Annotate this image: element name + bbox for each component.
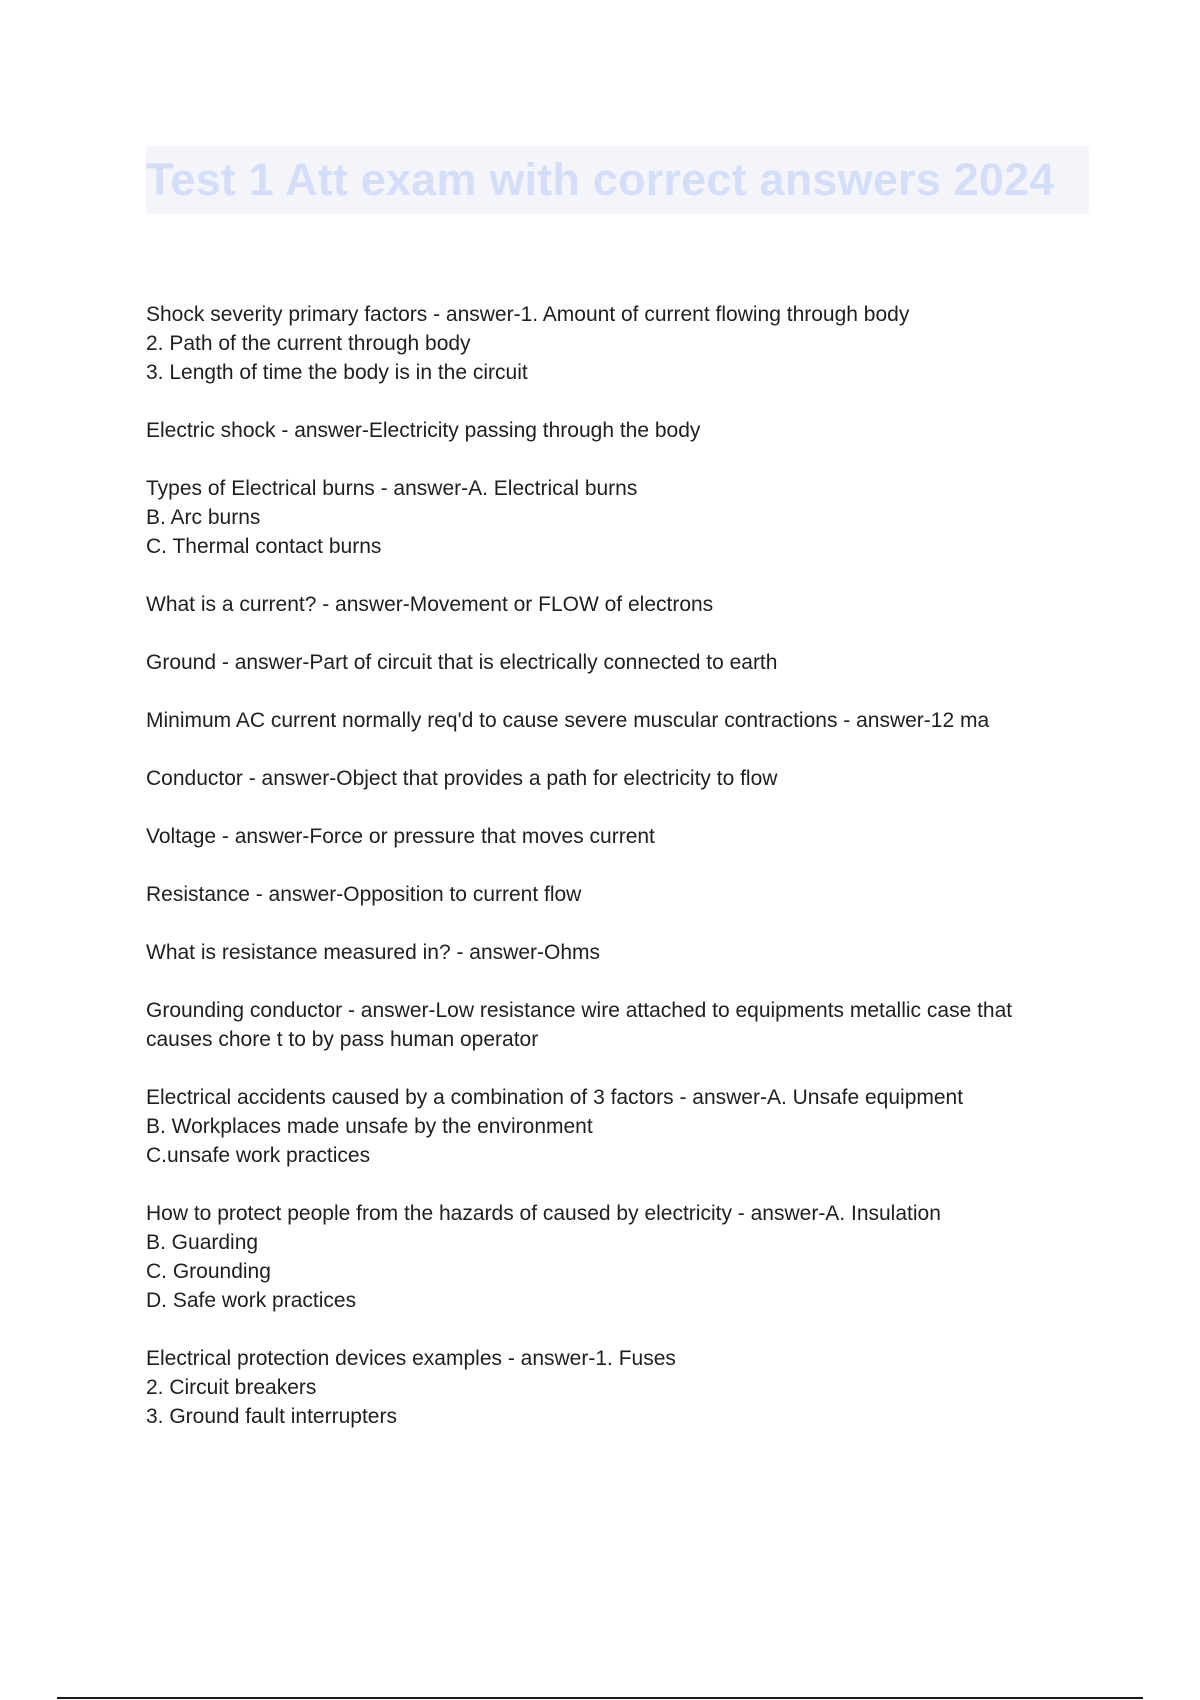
- qa-item-voltage: Voltage - answer-Force or pressure that moves current: [146, 825, 655, 848]
- qa-item-shock-severity: Shock severity primary factors - answer-1. Amount of current flowing through body 2. Path of the current through body 3. Length of time the body is in the circuit: [146, 303, 910, 384]
- qa-item-minimum-ac-current: Minimum AC current normally req'd to cause severe muscular contractions - answer-12 ma: [146, 709, 990, 732]
- qa-item-electrical-burns: Types of Electrical burns - answer-A. Electrical burns B. Arc burns C. Thermal contact burns: [146, 477, 638, 558]
- qa-item-resistance-unit: What is resistance measured in? - answer-Ohms: [146, 941, 600, 964]
- qa-item-current: What is a current? - answer-Movement or FLOW of electrons: [146, 593, 714, 616]
- qa-item-ground: Ground - answer-Part of circuit that is electrically connected to earth: [146, 651, 778, 674]
- footer-divider: [57, 1697, 1143, 1699]
- qa-item-protection-devices: Electrical protection devices examples - answer-1. Fuses 2. Circuit breakers 3. Ground fault interrupters: [146, 1347, 676, 1428]
- qa-item-conductor: Conductor - answer-Object that provides a path for electricity to flow: [146, 767, 778, 790]
- qa-item-resistance: Resistance - answer-Opposition to current flow: [146, 883, 582, 906]
- qa-item-electric-shock: Electric shock - answer-Electricity passing through the body: [146, 419, 701, 442]
- qa-item-accident-factors: Electrical accidents caused by a combination of 3 factors - answer-A. Unsafe equipment B. Workplaces made unsafe by the environment C.unsafe work practices: [146, 1086, 964, 1167]
- qa-list: [146, 300, 1086, 1460]
- document-title: Test 1 Att exam with correct answers 2024: [146, 154, 1055, 205]
- qa-item-grounding-conductor: Grounding conductor - answer-Low resistance wire attached to equipments metallic case that causes chore t to by pass human operator: [146, 999, 1013, 1051]
- qa-item-hazard-protection: How to protect people from the hazards of caused by electricity - answer-A. Insulation B. Guarding C. Grounding D. Safe work practices: [146, 1202, 941, 1312]
